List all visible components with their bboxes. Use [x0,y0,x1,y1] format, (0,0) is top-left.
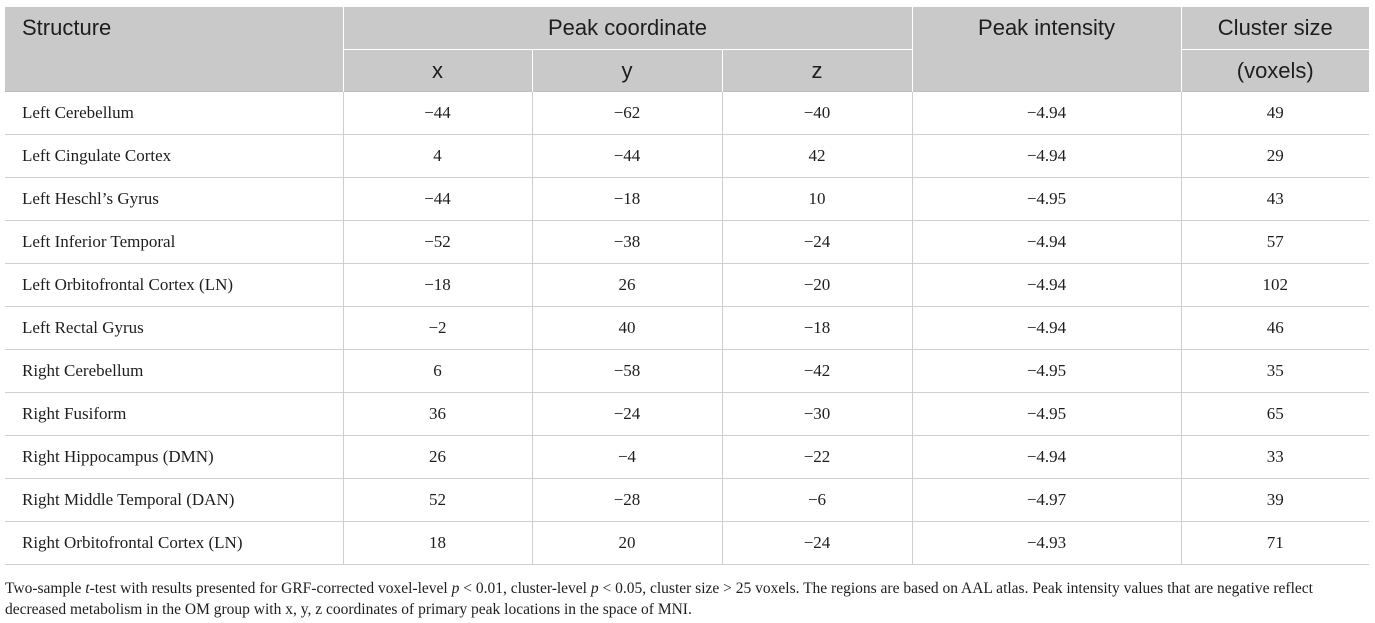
cell-structure: Right Middle Temporal (DAN) [5,479,343,522]
table-row [5,307,1369,350]
header-structure: Structure [5,7,343,92]
cell-x: −44 [343,92,532,135]
header-z: z [722,50,912,92]
cell-z: −30 [722,393,912,436]
cell-peak-intensity: −4.94 [912,92,1181,135]
cell-structure: Left Heschl’s Gyrus [5,178,343,221]
cell-y: −4 [532,436,722,479]
cell-z: −20 [722,264,912,307]
cell-z: −18 [722,307,912,350]
cell-z: −24 [722,221,912,264]
cell-y: 26 [532,264,722,307]
cell-structure: Right Cerebellum [5,350,343,393]
cell-y: −28 [532,479,722,522]
footnote-text: < 0.05, cluster size > 25 voxels. The regions are based on AAL atlas. Peak intensity values that are negative reflect decreased metabolism in the OM group with x, y, z coordinates of primary peak locations in the space of MNI. [5,580,1313,618]
results-table [5,7,1369,565]
cell-z: 10 [722,178,912,221]
cell-cluster-size: 43 [1181,178,1369,221]
table-row [5,350,1369,393]
table-row [5,393,1369,436]
cell-y: −18 [532,178,722,221]
cell-y: 20 [532,522,722,565]
header-cluster-size: Cluster size [1181,7,1369,50]
cell-z: 42 [722,135,912,178]
table-row [5,92,1369,135]
table-row [5,479,1369,522]
header-cluster-size-unit: (voxels) [1181,50,1369,92]
table-row [5,135,1369,178]
cell-x: 26 [343,436,532,479]
cell-x: −52 [343,221,532,264]
cell-y: 40 [532,307,722,350]
table-row [5,522,1369,565]
footnote-p-italic: p [451,580,460,597]
cell-z: −6 [722,479,912,522]
cell-z: −42 [722,350,912,393]
cell-peak-intensity: −4.94 [912,264,1181,307]
cell-x: −18 [343,264,532,307]
header-peak-intensity: Peak intensity [912,7,1181,92]
cell-y: −62 [532,92,722,135]
cell-peak-intensity: −4.93 [912,522,1181,565]
header-x: x [343,50,532,92]
table-row [5,264,1369,307]
cell-x: 18 [343,522,532,565]
cell-y: −24 [532,393,722,436]
cell-structure: Left Cingulate Cortex [5,135,343,178]
cell-cluster-size: 49 [1181,92,1369,135]
header-y: y [532,50,722,92]
cell-peak-intensity: −4.94 [912,436,1181,479]
cell-peak-intensity: −4.97 [912,479,1181,522]
cell-peak-intensity: −4.94 [912,307,1181,350]
cell-peak-intensity: −4.94 [912,135,1181,178]
cell-structure: Left Inferior Temporal [5,221,343,264]
cell-structure: Left Orbitofrontal Cortex (LN) [5,264,343,307]
cell-x: 6 [343,350,532,393]
cell-x: 4 [343,135,532,178]
cell-cluster-size: 35 [1181,350,1369,393]
footnote-text: < 0.01, cluster-level [459,580,591,597]
cell-peak-intensity: −4.95 [912,178,1181,221]
cell-x: 52 [343,479,532,522]
cell-y: −38 [532,221,722,264]
cell-cluster-size: 33 [1181,436,1369,479]
cell-cluster-size: 65 [1181,393,1369,436]
footnote-t-italic: t [85,580,90,597]
cell-structure: Right Orbitofrontal Cortex (LN) [5,522,343,565]
footnote-text: Two-sample [5,580,86,597]
cell-cluster-size: 57 [1181,221,1369,264]
cell-y: −44 [532,135,722,178]
cell-z: −22 [722,436,912,479]
cell-z: −40 [722,92,912,135]
header-peak-coordinate: Peak coordinate [343,7,912,50]
table-body [5,92,1369,565]
cell-x: 36 [343,393,532,436]
cell-cluster-size: 46 [1181,307,1369,350]
footnote-p-italic: p [590,580,599,597]
cell-structure: Right Fusiform [5,393,343,436]
table-row [5,178,1369,221]
cell-cluster-size: 71 [1181,522,1369,565]
cell-x: −44 [343,178,532,221]
cell-peak-intensity: −4.95 [912,393,1181,436]
cell-cluster-size: 102 [1181,264,1369,307]
table-row [5,436,1369,479]
cell-cluster-size: 29 [1181,135,1369,178]
cell-x: −2 [343,307,532,350]
footnote-text: -test with results presented for GRF-corrected voxel-level [89,580,452,597]
cell-y: −58 [532,350,722,393]
cell-z: −24 [722,522,912,565]
table-row [5,221,1369,264]
cell-structure: Left Cerebellum [5,92,343,135]
cell-structure: Left Rectal Gyrus [5,307,343,350]
cell-structure: Right Hippocampus (DMN) [5,436,343,479]
table-footnote [5,578,1369,620]
cell-peak-intensity: −4.94 [912,221,1181,264]
cell-cluster-size: 39 [1181,479,1369,522]
cell-peak-intensity: −4.95 [912,350,1181,393]
